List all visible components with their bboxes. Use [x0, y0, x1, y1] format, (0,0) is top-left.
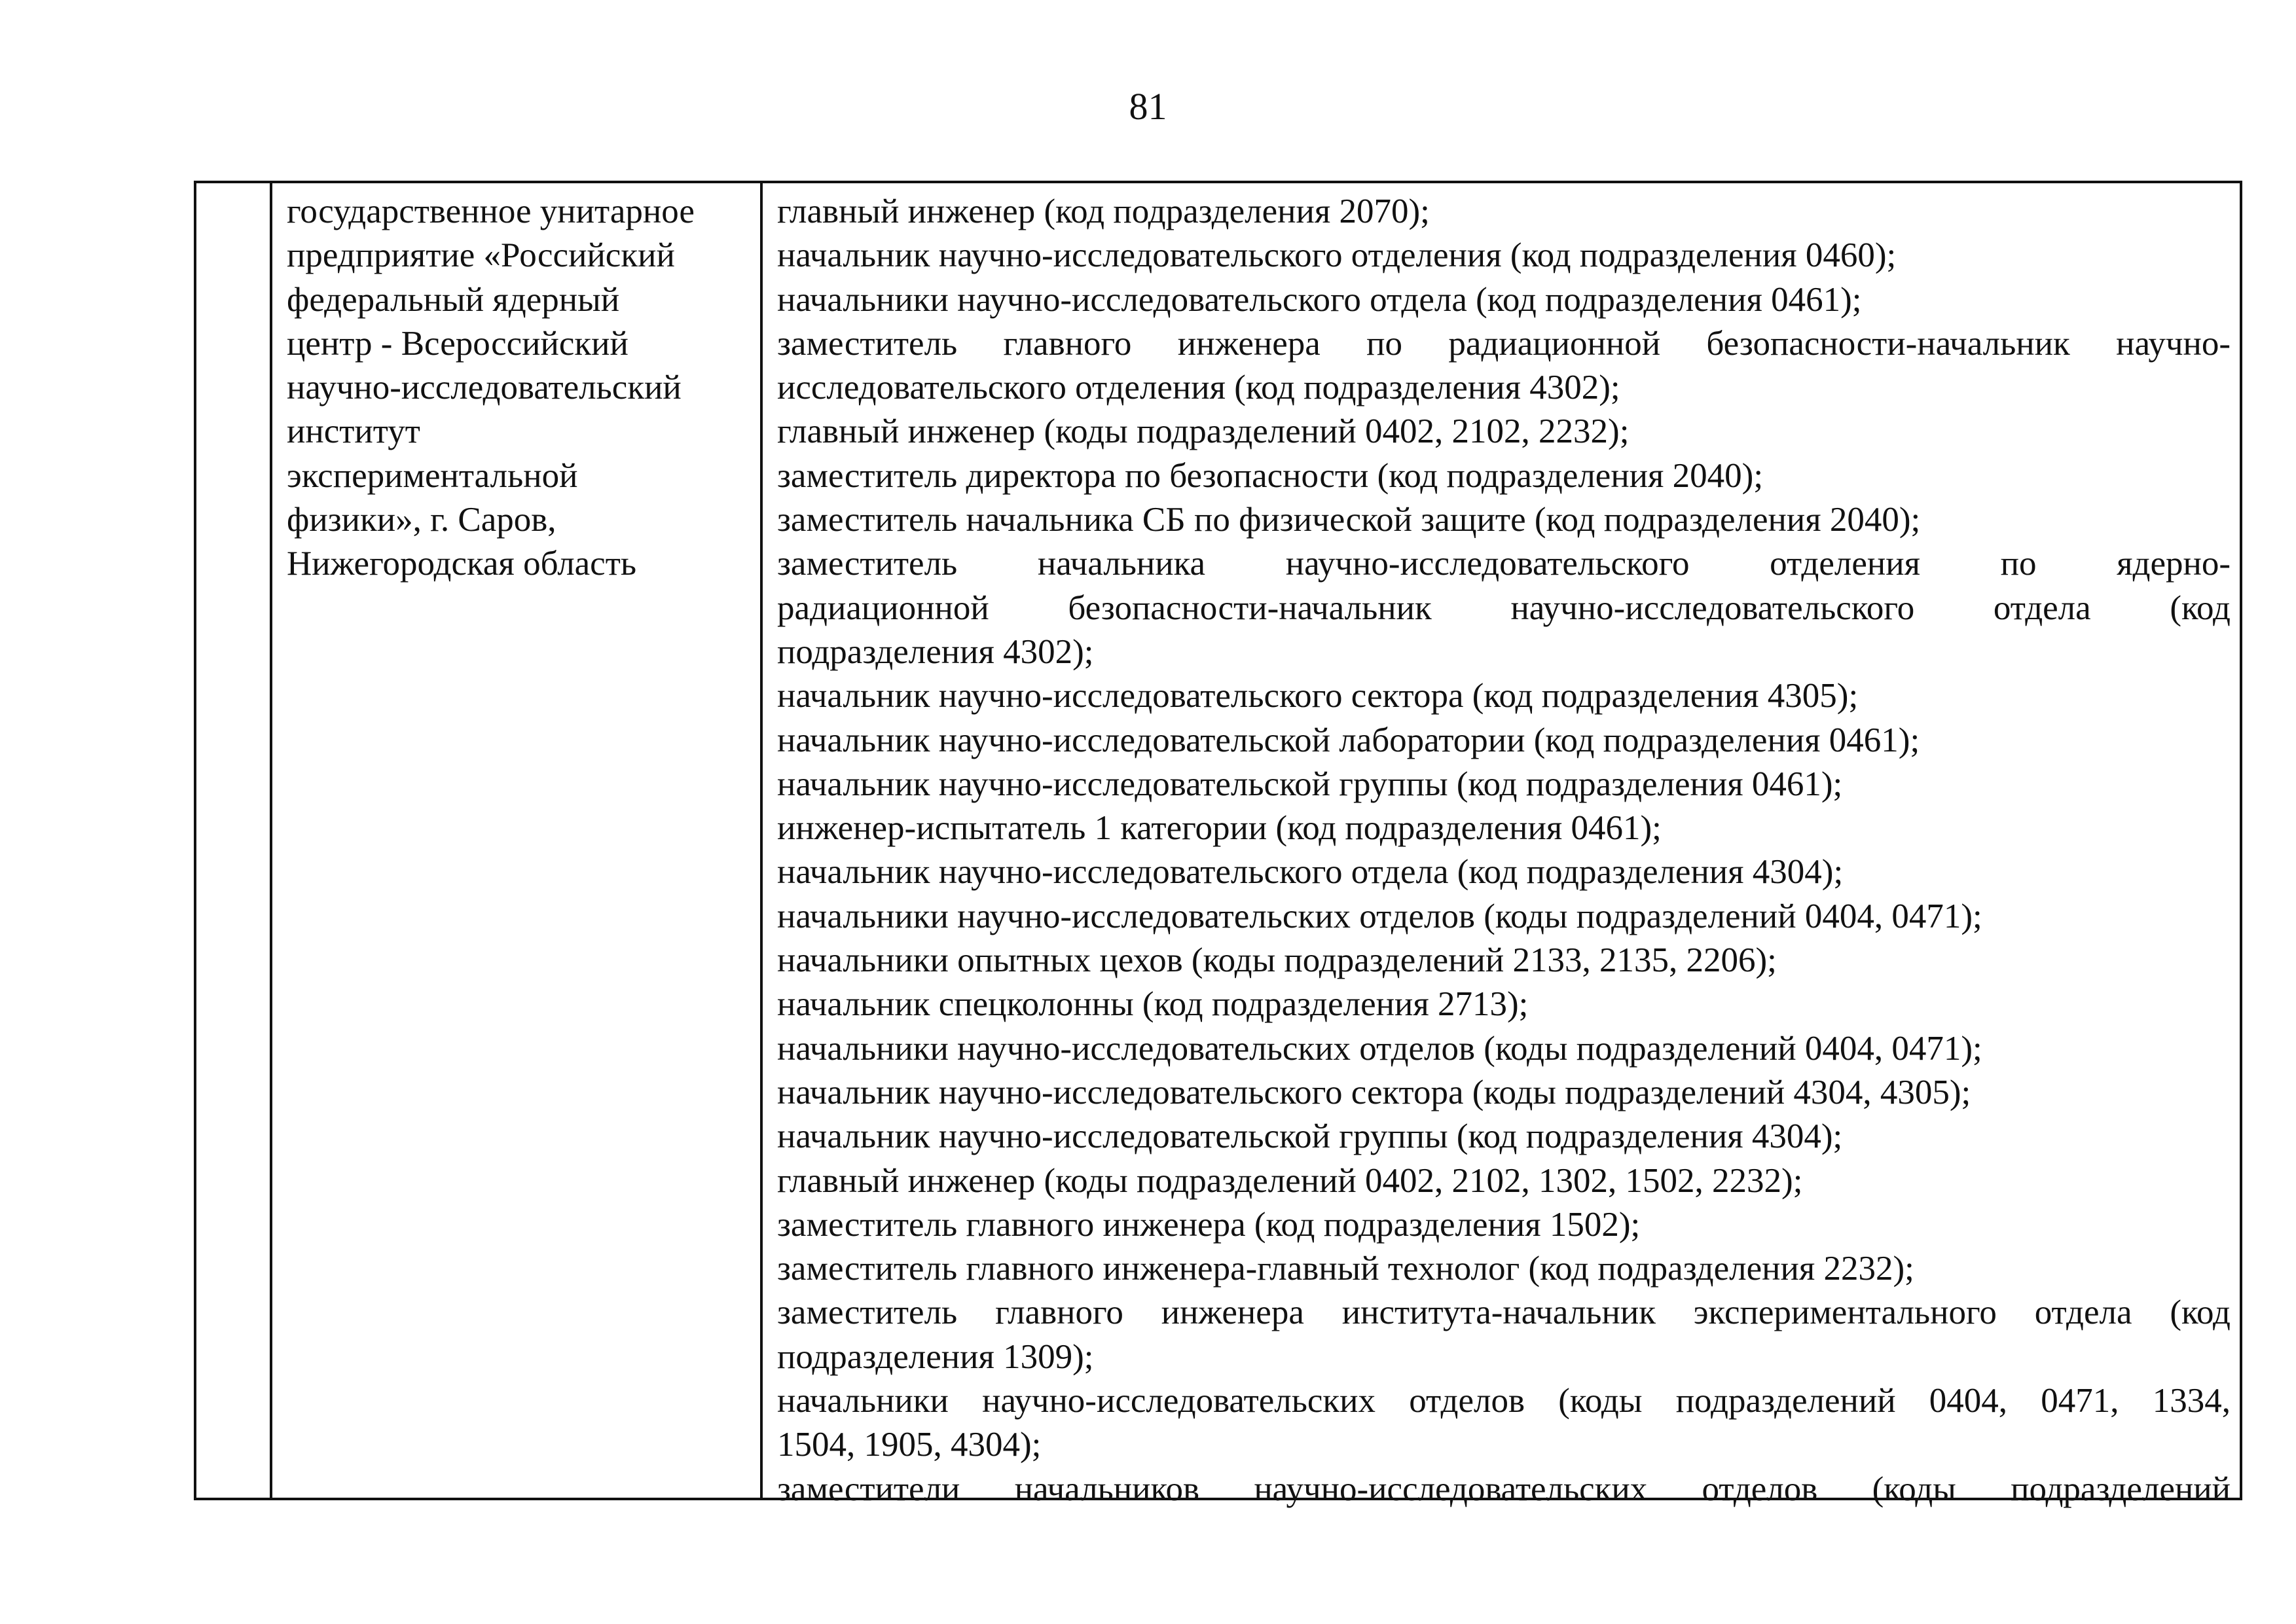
position-line: заместитель начальника научно-исследовательского отделения по ядерно- [777, 545, 2231, 583]
organization-line: научно-исследовательский [287, 369, 682, 407]
organization-line: центр - Всероссийский [287, 324, 629, 363]
organization-line: институт [287, 412, 420, 451]
position-line: главный инженер (код подразделения 2070); [777, 192, 1430, 230]
position-line: радиационной безопасности-начальник научно-исследовательского отдела (код [777, 588, 2231, 627]
position-line: 1504, 1905, 4304); [777, 1426, 1042, 1464]
organization-line: физики», г. Саров, [287, 501, 556, 539]
position-line: начальник научно-исследовательского отделения (код подразделения 0460); [777, 236, 1897, 275]
position-line: главный инженер (коды подразделений 0402, 2102, 1302, 1502, 2232); [777, 1161, 1803, 1200]
positions-table [194, 181, 2242, 1508]
position-line: подразделения 1309); [777, 1337, 1094, 1376]
table-column-divider [760, 183, 763, 1498]
position-line: начальники опытных цехов (коды подразделений 2133, 2135, 2206); [777, 941, 1777, 980]
organization-line: федеральный ядерный [287, 280, 620, 319]
organization-line: экспериментальной [287, 456, 578, 495]
organization-line: Нижегородская область [287, 545, 637, 583]
position-line: начальник научно-исследовательской лаборатории (код подразделения 0461); [777, 721, 1920, 759]
position-line: заместитель директора по безопасности (код подразделения 2040); [777, 456, 1764, 495]
position-line: заместитель главного инженера по радиационной безопасности-начальник научно- [777, 324, 2231, 363]
position-line: заместитель главного инженера (код подразделения 1502); [777, 1205, 1641, 1244]
position-line: инженер-испытатель 1 категории (код подразделения 0461); [777, 809, 1662, 848]
position-line: начальник научно-исследовательского отдела (код подразделения 4304); [777, 853, 1844, 892]
position-line: подразделения 4302); [777, 632, 1094, 671]
position-line: начальники научно-исследовательских отделов (коды подразделений 0404, 0471, 1334, [777, 1382, 2231, 1420]
position-line: заместитель начальника СБ по физической защите (код подразделения 2040); [777, 501, 1921, 539]
position-line: начальники научно-исследовательских отделов (коды подразделений 0404, 0471); [777, 897, 1982, 935]
page-number: 81 [1129, 85, 1167, 128]
position-line: главный инженер (коды подразделений 0402, 2102, 2232); [777, 412, 1630, 451]
table-column-divider [270, 183, 272, 1498]
position-line: начальник научно-исследовательского сектора (код подразделения 4305); [777, 677, 1859, 715]
position-line: начальник спецколонны (код подразделения 2713); [777, 985, 1529, 1024]
position-line: начальники научно-исследовательских отделов (коды подразделений 0404, 0471); [777, 1029, 1982, 1068]
position-line: начальник научно-исследовательской группы (код подразделения 0461); [777, 765, 1843, 803]
position-line: заместитель главного инженера института-начальник экспериментального отдела (код [777, 1293, 2231, 1332]
position-line: исследовательского отделения (код подразделения 4302); [777, 369, 1620, 407]
position-line: заместитель главного инженера-главный технолог (код подразделения 2232); [777, 1250, 1914, 1288]
position-line: заместители начальников научно-исследовательских отделов (коды подразделений [777, 1470, 2231, 1508]
organization-line: предприятие «Российский [287, 236, 675, 275]
position-line: начальники научно-исследовательского отдела (код подразделения 0461); [777, 280, 1862, 319]
position-line: начальник научно-исследовательской группы (код подразделения 4304); [777, 1117, 1843, 1156]
organization-line: государственное унитарное [287, 192, 695, 230]
positions-cell [777, 190, 2231, 1511]
organization-cell [287, 190, 758, 586]
position-line: начальник научно-исследовательского сектора (коды подразделений 4304, 4305); [777, 1073, 1971, 1111]
